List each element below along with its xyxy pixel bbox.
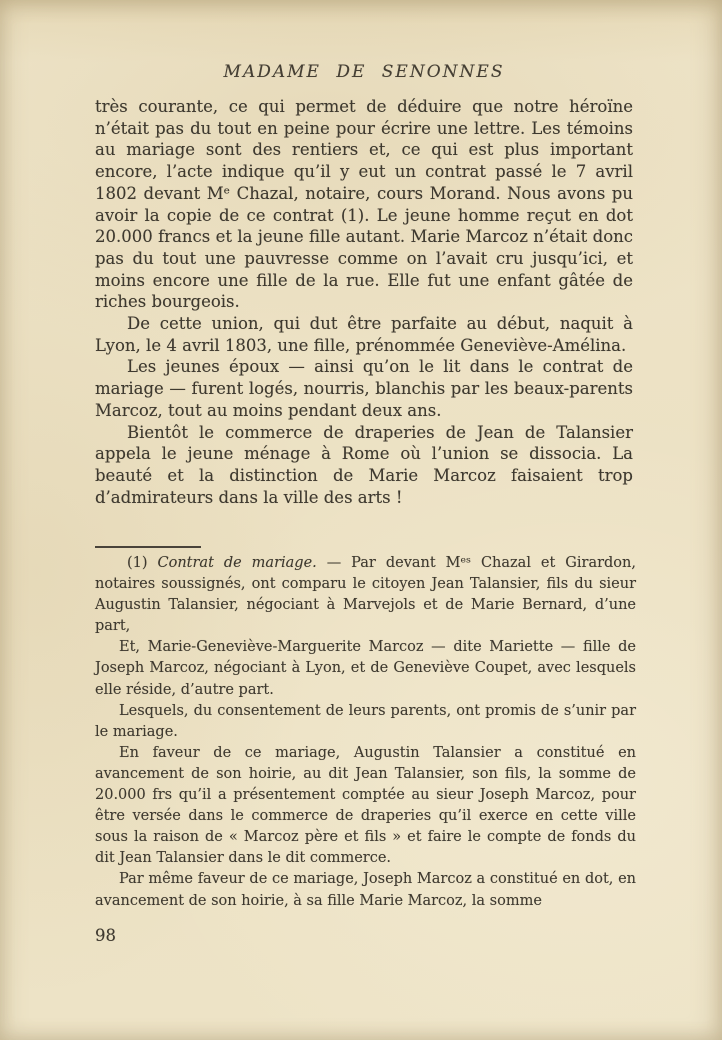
footnote-paragraph: Par même faveur de ce mariage, Joseph Marcoz a constitué en dot, en avancement de son hoirie, à sa fille Marie Marcoz, la somme	[95, 871, 636, 909]
body-paragraph: Bientôt le commerce de draperies de Jean de Talansier appela le jeune ménage à Rome où l’union se dissocia. La beauté et la distinction de Marie Marcoz faisaient trop d’admirateurs dans la ville des arts !	[95, 422, 633, 507]
footnote-paragraph: Lesquels, du consentement de leurs parents, ont promis de s’unir par le mariage.	[95, 702, 636, 740]
footnote-paragraph: En faveur de ce mariage, Augustin Talansier a constitué en avancement de son hoirie, au dit Jean Talansier, son fils, la somme de 20.000 frs qu’il a présentement comptée au sieur Joseph Marcoz, pour être versée dans le commerce de draperies qu’il exerce en cette ville sous la raison de « Marcoz père et fils » et faire le compte de fonds du dit Jean Talansier dans le dit commerce.	[95, 744, 636, 867]
body-paragraph: De cette union, qui dut être parfaite au début, naquit à Lyon, le 4 avril 1803, une fille, prénommée Geneviève-Amélina.	[95, 314, 633, 355]
footnote-italic-title: Contrat de mariage.	[157, 555, 317, 571]
footnote-text: — Par devant Mᵉˢ Chazal et Girardon, notaires soussignés, ont comparu le citoyen Jean Talansier, fils du sieur Augustin Talansier, négociant à Marvejols et de Marie Bernard, d’une part,	[95, 555, 636, 635]
footnote-paragraph: Et, Marie-Geneviève-Marguerite Marcoz — dite Mariette — fille de Joseph Marcoz, négociant à Lyon, et de Geneviève Coupet, avec lesquels elle réside, d’autre part.	[95, 639, 636, 698]
footnote-marker: (1)	[127, 555, 158, 571]
page-number: 98	[95, 926, 116, 945]
footnote-separator-rule	[95, 546, 201, 548]
main-text-block	[95, 96, 633, 508]
running-head-title: MADAME DE SENONNES	[223, 62, 505, 82]
footnote-paragraph	[95, 553, 636, 637]
footnote-block	[95, 553, 636, 912]
body-paragraph: Les jeunes époux — ainsi qu’on le lit dans le contrat de mariage — furent logés, nourris, blanchis par les beaux-parents Marcoz, tout au moins pendant deux ans.	[95, 357, 633, 420]
body-paragraph: très courante, ce qui permet de déduire que notre héroïne n’était pas du tout en peine pour écrire une lettre. Les témoins au mariage sont des rentiers et, ce qui est plus important encore, l’acte indique qu’il y eut un contrat passé le 7 avril 1802 devant Mᵉ Chazal, notaire, cours Morand. Nous avons pu avoir la copie de ce contrat (1). Le jeune homme reçut en dot 20.000 francs et la jeune fille autant. Marie Marcoz n’était donc pas du tout une pauvresse comme on l’avait cru jusqu’ici, et moins encore une fille de la rue. Elle fut une enfant gâtée de riches bourgeois.	[95, 97, 633, 312]
